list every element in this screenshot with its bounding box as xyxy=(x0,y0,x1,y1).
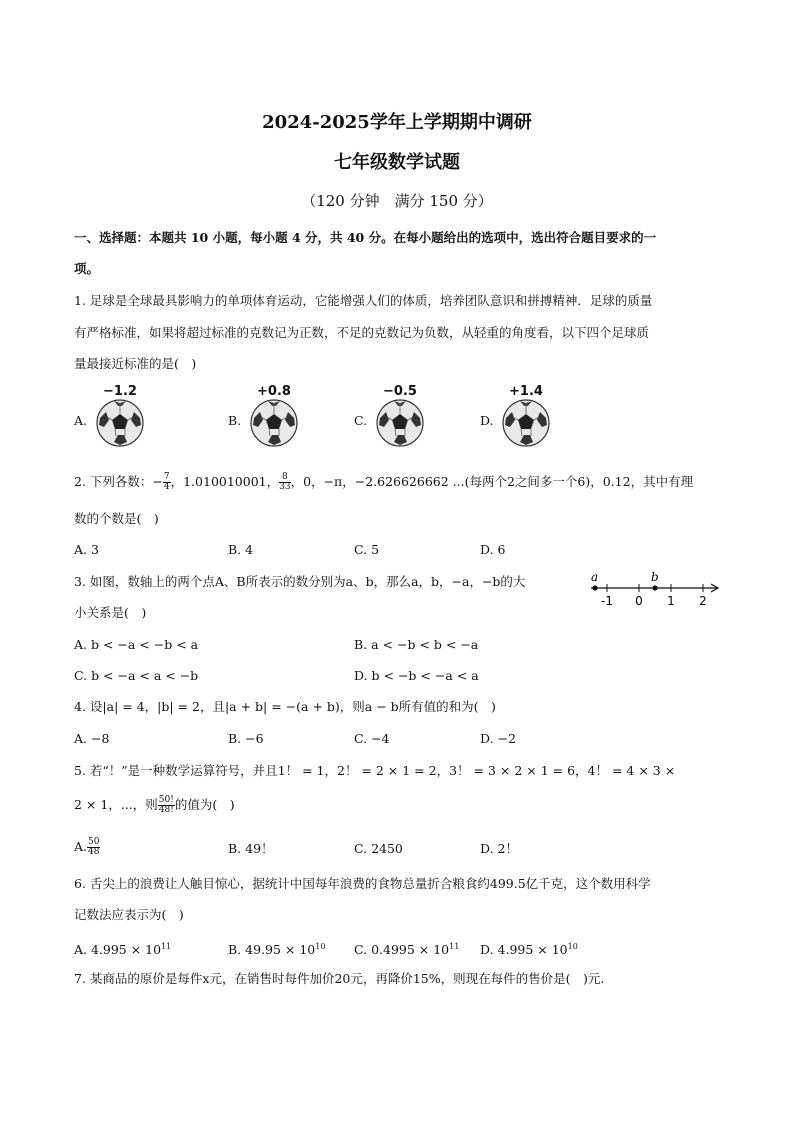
q5-frac-den: 48! xyxy=(158,805,174,815)
exam-subtitle: 七年级数学试题 xyxy=(334,152,460,173)
number-line-figure xyxy=(585,568,725,610)
q6-option-c xyxy=(354,938,459,959)
axis-tick-label: 2 xyxy=(699,594,707,608)
q1-option-c-value: −0.5 xyxy=(383,384,417,399)
q1-option-b xyxy=(244,384,304,444)
q6-optc-base: C. 0.4995 × 10 xyxy=(354,942,450,958)
q5-fraction xyxy=(158,796,175,815)
q5-opta-num: 50 xyxy=(88,837,100,847)
q1-option-b-letter: B. xyxy=(228,413,242,428)
q3-option-b: B. a < −b < b < −a xyxy=(354,637,479,652)
q2-mid2: ，0，−π，−2.626626662 ...(每两个2之间多一个6)，0.12，其中有理 xyxy=(290,474,694,489)
q3-option-c: C. b < −a < a < −b xyxy=(74,668,199,683)
q6-option-a xyxy=(74,938,171,959)
q1-option-a xyxy=(90,384,150,444)
q2-line1 xyxy=(74,473,693,492)
q1-option-c xyxy=(370,384,430,444)
axis-tick-label: 0 xyxy=(635,594,643,608)
section-heading-line2: 项。 xyxy=(74,261,100,276)
q6-line1: 6. 舌尖上的浪费让人触目惊心，据统计中国每年浪费的食物总量折合粮食约499.5亿千克，这个数用科学 xyxy=(74,876,651,891)
q6-opta-exp: 11 xyxy=(161,942,172,951)
q6-optd-exp: 10 xyxy=(567,942,578,951)
q2-option-b: B. 4 xyxy=(228,542,254,557)
q6-optd-base: D. 4.995 × 10 xyxy=(480,942,568,958)
axis-tick-label: -1 xyxy=(601,594,613,608)
q4-option-a: A. −8 xyxy=(74,731,110,746)
q2-fraction-2 xyxy=(279,473,290,492)
q3-line1: 3. 如图，数轴上的两个点A、B所表示的数分别为a、b，那么a，b，−a，−b的大 xyxy=(74,574,526,589)
section-heading-line1: 一、选择题：本题共 10 小题，每小题 4 分，共 40 分。在每小题给出的选项中，选出符合题目要求的一 xyxy=(74,230,657,245)
q5-frac-num: 50! xyxy=(158,795,174,805)
q6-option-b xyxy=(228,938,325,959)
q4-line1: 4. 设|a| = 4，|b| = 2，且|a + b| = −(a + b)，则a − b所有值的和为( ) xyxy=(74,699,496,714)
soccer-ball-icon xyxy=(92,398,148,448)
q2-frac2-den: 33 xyxy=(279,482,291,492)
q5-option-a xyxy=(74,838,100,857)
q3-option-a: A. b < −a < −b < a xyxy=(74,637,199,652)
q6-optb-base: B. 49.95 × 10 xyxy=(228,942,316,958)
q5-option-b: B. 49！ xyxy=(228,841,274,856)
q1-option-c-letter: C. xyxy=(354,413,368,428)
q1-option-d xyxy=(496,384,556,444)
soccer-ball-icon xyxy=(498,398,554,448)
q4-option-d: D. −2 xyxy=(480,731,516,746)
exam-info: （120 分钟 满分 150 分） xyxy=(301,192,493,210)
q1-option-a-letter: A. xyxy=(74,413,88,428)
q1-line3: 量最接近标准的是( ) xyxy=(74,356,197,371)
q3-line2: 小关系是( ) xyxy=(74,605,147,620)
point-b xyxy=(652,585,657,590)
soccer-ball-icon xyxy=(372,398,428,448)
q1-option-d-letter: D. xyxy=(480,413,494,428)
q7-line1: 7. 某商品的原价是每件x元，在销售时每件加价20元，再降价15%，则现在每件的售价是( )元. xyxy=(74,971,605,986)
q2-frac1-num: 7 xyxy=(163,472,170,482)
q3-option-d: D. b < −b < −a < a xyxy=(354,668,479,683)
q2-frac2-num: 8 xyxy=(279,473,290,483)
q1-line1: 1. 足球是全球最具影响力的单项体育运动，它能增强人们的体质，培养团队意识和拼搏精神．足球的质量 xyxy=(74,293,653,308)
q2-option-a: A. 3 xyxy=(74,542,99,557)
q6-option-d xyxy=(480,938,578,959)
q1-option-a-value: −1.2 xyxy=(103,384,137,399)
label-a: a xyxy=(591,570,599,584)
q5-option-c: C. 2450 xyxy=(354,841,403,856)
q4-option-c: C. −4 xyxy=(354,731,390,746)
q5-opta-den: 48 xyxy=(88,847,100,857)
point-a xyxy=(592,585,597,590)
label-b: b xyxy=(651,570,659,584)
q2-prefix: 2. 下列各数：− xyxy=(74,474,163,489)
soccer-ball-icon xyxy=(246,398,302,448)
axis-tick-label: 1 xyxy=(667,594,675,608)
q2-fraction-1 xyxy=(163,473,171,492)
q5-option-d: D. 2！ xyxy=(480,841,518,856)
q6-optc-exp: 11 xyxy=(449,942,460,951)
q2-mid1: ，1.010010001， xyxy=(170,474,280,489)
page-title: 2024-2025学年上学期期中调研 xyxy=(262,112,532,133)
q5-line2 xyxy=(74,796,235,815)
q1-option-d-value: +1.4 xyxy=(509,384,543,399)
q6-optb-exp: 10 xyxy=(315,942,326,951)
q5-option-a-fraction xyxy=(87,838,100,857)
q6-line2: 记数法应表示为( ) xyxy=(74,907,184,922)
q2-option-c: C. 5 xyxy=(354,542,380,557)
q5-line1: 5. 若“！”是一种数学运算符号，并且1！ = 1，2！ = 2 × 1 = 2，3！ = 3 × 2 × 1 = 6，4！ = 4 × 3 × xyxy=(74,763,676,778)
q1-option-b-value: +0.8 xyxy=(257,384,291,399)
q5-line2-pre: 2 × 1，...，则 xyxy=(74,797,158,812)
q4-option-b: B. −6 xyxy=(228,731,264,746)
q1-line2: 有严格标准，如果将超过标准的克数记为正数，不足的克数记为负数，从轻重的角度看，以下四个足球质 xyxy=(74,325,650,340)
q6-opta-base: A. 4.995 × 10 xyxy=(74,942,162,958)
q2-option-d: D. 6 xyxy=(480,542,506,557)
q5-option-a-letter: A. xyxy=(74,839,88,854)
q2-line2: 数的个数是( ) xyxy=(74,511,159,526)
q2-frac1-den: 4 xyxy=(163,482,170,492)
q5-line2-post: 的值为( ) xyxy=(174,797,235,812)
